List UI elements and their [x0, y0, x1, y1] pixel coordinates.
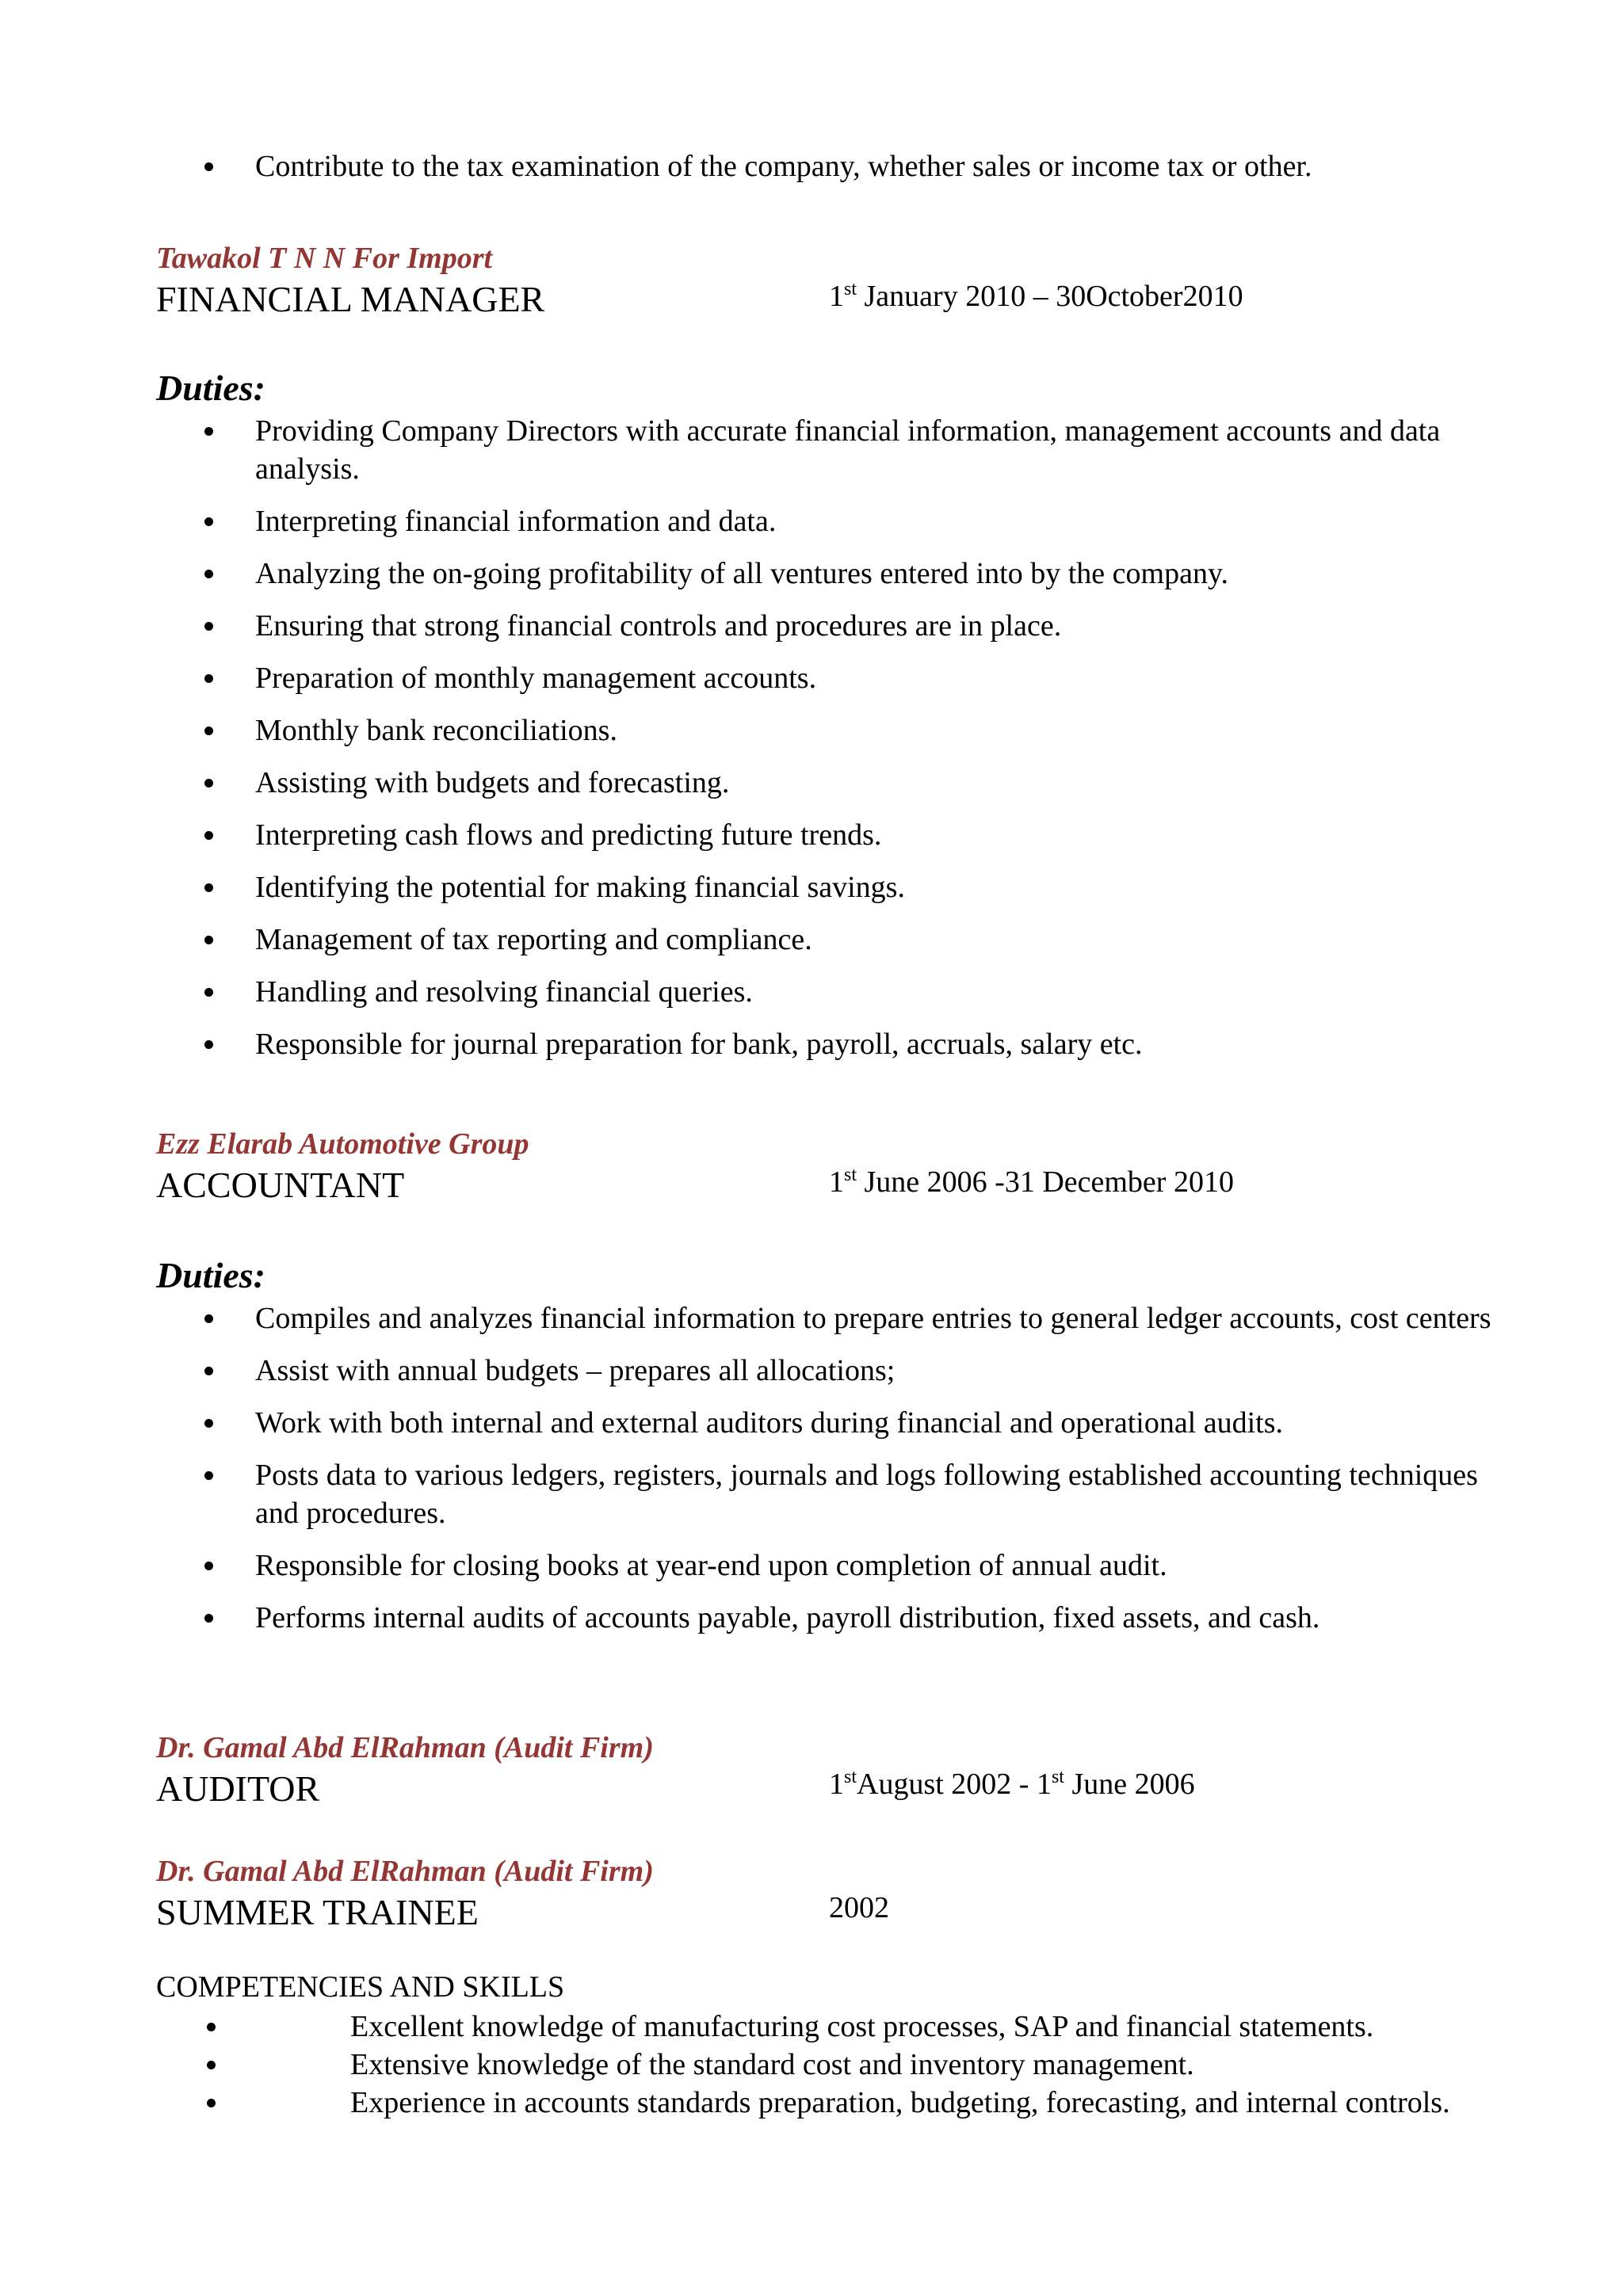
list-item-text: Identifying the potential for making financial savings. — [255, 871, 905, 904]
bullet-icon — [204, 988, 213, 997]
list-item-text: Work with both internal and external auditors during financial and operational audits. — [255, 1406, 1284, 1440]
list-item-text: Interpreting cash flows and predicting future trends. — [255, 818, 882, 852]
list-item-text: Performs internal audits of accounts payable, payroll distribution, fixed assets, and cash. — [255, 1601, 1320, 1634]
skills-list — [0, 2008, 1623, 2122]
bullet-icon — [204, 1419, 213, 1428]
job1-duties-section — [0, 412, 1623, 1077]
list-item — [0, 1352, 1623, 1390]
bullet-icon — [204, 883, 213, 892]
job4-company: Dr. Gamal Abd ElRahman (Audit Firm) — [156, 1855, 654, 1888]
list-item — [0, 412, 1623, 488]
bullet-icon — [204, 1314, 213, 1323]
list-item — [0, 711, 1623, 749]
bullet-icon — [204, 622, 213, 631]
list-item-text: Posts data to various ledgers, registers, journals and logs following established accounting techniques and procedures. — [255, 1459, 1478, 1530]
skill-item — [0, 2046, 1623, 2084]
job3-title: AUDITOR — [156, 1768, 320, 1809]
skill-item — [0, 2008, 1623, 2046]
job2-dates: 1st June 2006 -31 December 2010 — [829, 1165, 1234, 1199]
list-item-text: Responsible for closing books at year-end upon completion of annual audit. — [255, 1549, 1167, 1582]
list-item-text: Excellent knowledge of manufacturing cost processes, SAP and financial statements. — [350, 2010, 1374, 2043]
skill-item — [0, 2084, 1623, 2122]
list-item — [0, 1547, 1623, 1585]
bullet-icon — [204, 517, 213, 526]
bullet-icon — [204, 570, 213, 578]
list-item — [0, 973, 1623, 1011]
job2-duties-list — [0, 1299, 1623, 1637]
bullet-icon — [204, 162, 213, 171]
job4-title: SUMMER TRAINEE — [156, 1892, 479, 1932]
list-item-text: Providing Company Directors with accurate financial information, management accounts and data analysis. — [255, 414, 1441, 486]
list-item-text: Ensuring that strong financial controls and procedures are in place. — [255, 609, 1062, 643]
bullet-icon — [204, 1562, 213, 1570]
job1-company: Tawakol T N N For Import — [156, 242, 493, 275]
job1-dates: 1st January 2010 – 30October2010 — [829, 279, 1243, 313]
list-item — [0, 921, 1623, 959]
skills-heading: COMPETENCIES AND SKILLS — [156, 1970, 565, 2004]
list-item — [0, 764, 1623, 802]
list-item — [0, 1599, 1623, 1637]
job3-company: Dr. Gamal Abd ElRahman (Audit Firm) — [156, 1731, 654, 1764]
job1-title: FINANCIAL MANAGER — [156, 279, 545, 319]
list-item — [0, 147, 1623, 185]
list-item — [0, 502, 1623, 540]
list-item-text: Extensive knowledge of the standard cost and inventory management. — [350, 2048, 1194, 2081]
list-item-text: Responsible for journal preparation for bank, payroll, accruals, salary etc. — [255, 1028, 1143, 1061]
bullet-icon — [204, 727, 213, 735]
intro-bullets — [0, 147, 1623, 185]
bullet-icon — [204, 1471, 213, 1480]
list-item — [0, 555, 1623, 593]
list-item — [0, 1456, 1623, 1532]
list-item — [0, 868, 1623, 906]
job1-duties-label: Duties: — [156, 368, 265, 408]
list-item-text: Experience in accounts standards preparation, budgeting, forecasting, and internal controls. — [350, 2086, 1450, 2119]
bullet-icon — [207, 2061, 216, 2069]
job4-dates: 2002 — [829, 1891, 889, 1924]
list-item-text: Monthly bank reconciliations. — [255, 714, 617, 747]
list-item-text: Handling and resolving financial queries. — [255, 975, 753, 1009]
bullet-icon — [204, 674, 213, 683]
list-item-text: Compiles and analyzes financial information to prepare entries to general ledger accounts, cost centers — [255, 1302, 1491, 1335]
bullet-icon — [204, 427, 213, 436]
job2-title: ACCOUNTANT — [156, 1165, 405, 1205]
bullet-icon — [207, 2023, 216, 2031]
bullet-icon — [204, 1367, 213, 1375]
job2-duties-label: Duties: — [156, 1255, 265, 1295]
list-item-text: Assisting with budgets and forecasting. — [255, 766, 730, 799]
list-item — [0, 607, 1623, 645]
list-item-text: Assist with annual budgets – prepares all allocations; — [255, 1354, 896, 1387]
job2-company: Ezz Elarab Automotive Group — [156, 1127, 529, 1161]
list-item-text: Preparation of monthly management accounts. — [255, 662, 817, 695]
list-item-text: Analyzing the on-going profitability of all ventures entered into by the company. — [255, 557, 1228, 590]
list-item — [0, 1299, 1623, 1337]
list-item — [0, 1404, 1623, 1442]
bullet-icon — [204, 779, 213, 788]
bullet-icon — [207, 2099, 216, 2107]
skills-section — [0, 2008, 1623, 2122]
list-item — [0, 1025, 1623, 1063]
job3-dates: 1stAugust 2002 - 1st June 2006 — [829, 1767, 1195, 1801]
list-item — [0, 659, 1623, 697]
list-item-text: Contribute to the tax examination of the company, whether sales or income tax or other. — [255, 150, 1312, 183]
bullet-icon — [204, 936, 213, 944]
intro-section — [0, 147, 1623, 200]
job1-duties-list — [0, 412, 1623, 1063]
list-item — [0, 816, 1623, 854]
job2-duties-section — [0, 1299, 1623, 1651]
bullet-icon — [204, 831, 213, 840]
list-item-text: Management of tax reporting and compliance. — [255, 923, 812, 956]
bullet-icon — [204, 1614, 213, 1623]
bullet-icon — [204, 1040, 213, 1049]
list-item-text: Interpreting financial information and data. — [255, 505, 777, 538]
